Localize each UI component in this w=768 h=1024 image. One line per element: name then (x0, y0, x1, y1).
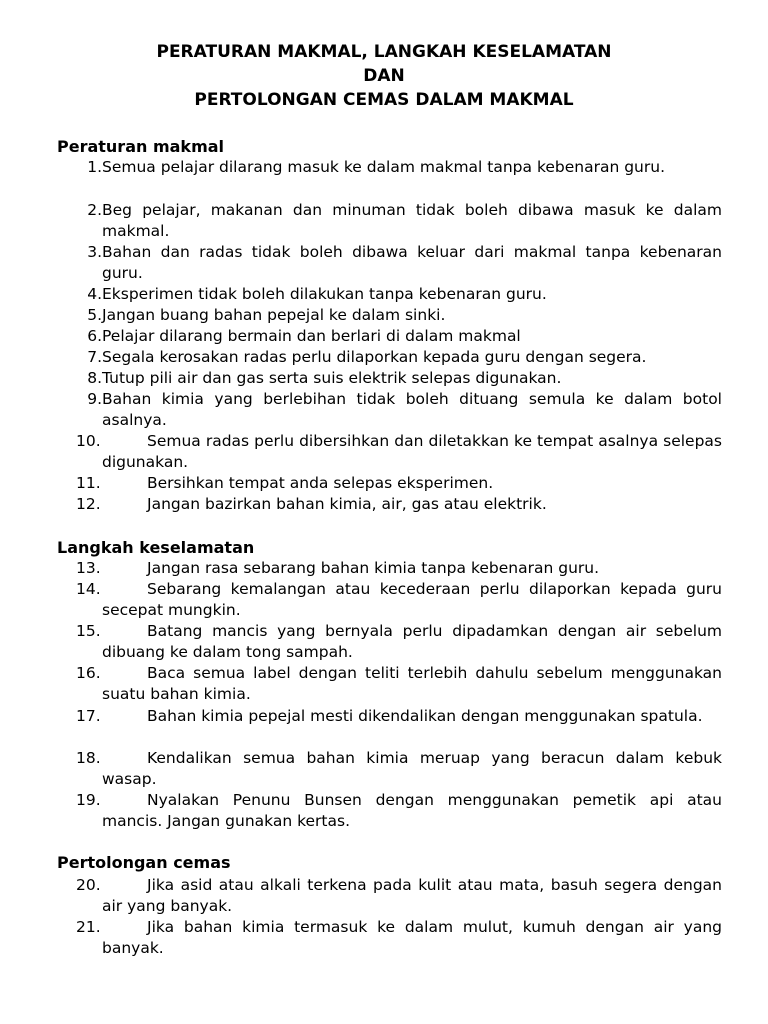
item-number: 19. (76, 791, 101, 809)
list-item (76, 326, 722, 347)
item-text: Bahan kimia yang berlebihan tidak boleh dituang semula ke dalam botol asalnya. (102, 390, 722, 429)
item-number: 1. (87, 158, 102, 176)
item-text: Semua radas perlu dibersihkan dan diletakkan ke tempat asalnya selepas digunakan. (102, 432, 722, 471)
item-number: 17. (76, 707, 101, 725)
item-text: Eksperimen tidak boleh dilakukan tanpa kebenaran guru. (102, 285, 547, 303)
list-item (76, 284, 722, 305)
item-number: 6. (87, 327, 102, 345)
item-number: 18. (76, 749, 101, 767)
item-text: Jika asid atau alkali terkena pada kulit atau mata, basuh segera dengan air yang banyak. (102, 876, 722, 915)
item-number: 7. (87, 348, 102, 366)
list-item (76, 494, 722, 515)
list-item (76, 473, 722, 494)
item-number: 20. (76, 876, 101, 894)
item-text: Jika bahan kimia termasuk ke dalam mulut, kumuh dengan air yang banyak. (102, 918, 722, 957)
item-text: Bahan kimia pepejal mesti dikendalikan dengan menggunakan spatula. (147, 707, 703, 725)
item-number: 14. (76, 580, 101, 598)
item-number: 5. (87, 306, 102, 324)
item-text: Kendalikan semua bahan kimia meruap yang beracun dalam kebuk wasap. (102, 749, 722, 788)
item-number: 2. (87, 201, 102, 219)
list-item (76, 431, 722, 473)
list-item (76, 621, 722, 663)
list-item (76, 389, 722, 431)
list-item (76, 558, 722, 579)
list-item (76, 875, 722, 917)
document-title-line-3: PERTOLONGAN CEMAS DALAM MAKMAL (194, 90, 574, 110)
list-item (76, 917, 722, 959)
item-text: Jangan rasa sebarang bahan kimia tanpa kebenaran guru. (147, 559, 600, 577)
section-heading-peraturan-makmal: Peraturan makmal (57, 137, 225, 156)
item-text: Segala kerosakan radas perlu dilaporkan kepada guru dengan segera. (102, 348, 647, 366)
item-text: Bersihkan tempat anda selepas eksperimen. (147, 474, 494, 492)
list-item (76, 242, 722, 284)
item-text: Semua pelajar dilarang masuk ke dalam makmal tanpa kebenaran guru. (102, 158, 666, 176)
list-item (76, 579, 722, 621)
list-item (76, 347, 722, 368)
item-number: 3. (87, 243, 102, 261)
item-number: 9. (87, 390, 102, 408)
item-number: 12. (76, 495, 101, 513)
item-number: 21. (76, 918, 101, 936)
section-heading-langkah-keselamatan: Langkah keselamatan (57, 538, 255, 557)
item-number: 16. (76, 664, 101, 682)
item-text: Baca semua label dengan teliti terlebih dahulu sebelum menggunakan suatu bahan kimia. (102, 664, 722, 703)
item-number: 8. (87, 369, 102, 387)
list-item (76, 748, 722, 790)
item-text: Beg pelajar, makanan dan minuman tidak boleh dibawa masuk ke dalam makmal. (102, 201, 722, 240)
section-heading-pertolongan-cemas: Pertolongan cemas (57, 853, 231, 872)
list-item (76, 305, 722, 326)
item-number: 15. (76, 622, 101, 640)
list-item (76, 663, 722, 705)
item-text: Jangan buang bahan pepejal ke dalam sinki. (102, 306, 446, 324)
item-text: Batang mancis yang bernyala perlu dipadamkan dengan air sebelum dibuang ke dalam tong sampah. (102, 622, 722, 661)
item-text: Pelajar dilarang bermain dan berlari di dalam makmal (102, 327, 521, 345)
list-item (76, 706, 722, 727)
list-item (76, 368, 722, 389)
list-item (76, 790, 722, 832)
item-text: Bahan dan radas tidak boleh dibawa keluar dari makmal tanpa kebenaran guru. (102, 243, 722, 282)
item-number: 13. (76, 559, 101, 577)
list-item (76, 157, 722, 178)
item-text: Tutup pili air dan gas serta suis elektrik selepas digunakan. (102, 369, 562, 387)
item-text: Sebarang kemalangan atau kecederaan perlu dilaporkan kepada guru secepat mungkin. (102, 580, 722, 619)
item-number: 10. (76, 432, 101, 450)
item-text: Jangan bazirkan bahan kimia, air, gas atau elektrik. (147, 495, 547, 513)
item-text: Nyalakan Penunu Bunsen dengan menggunakan pemetik api atau mancis. Jangan gunakan kertas. (102, 791, 722, 830)
document-title-line-1: PERATURAN MAKMAL, LANGKAH KESELAMATAN (156, 42, 612, 62)
item-number: 4. (87, 285, 102, 303)
item-number: 11. (76, 474, 101, 492)
document-title-line-2: DAN (363, 66, 405, 86)
list-item (76, 200, 722, 242)
